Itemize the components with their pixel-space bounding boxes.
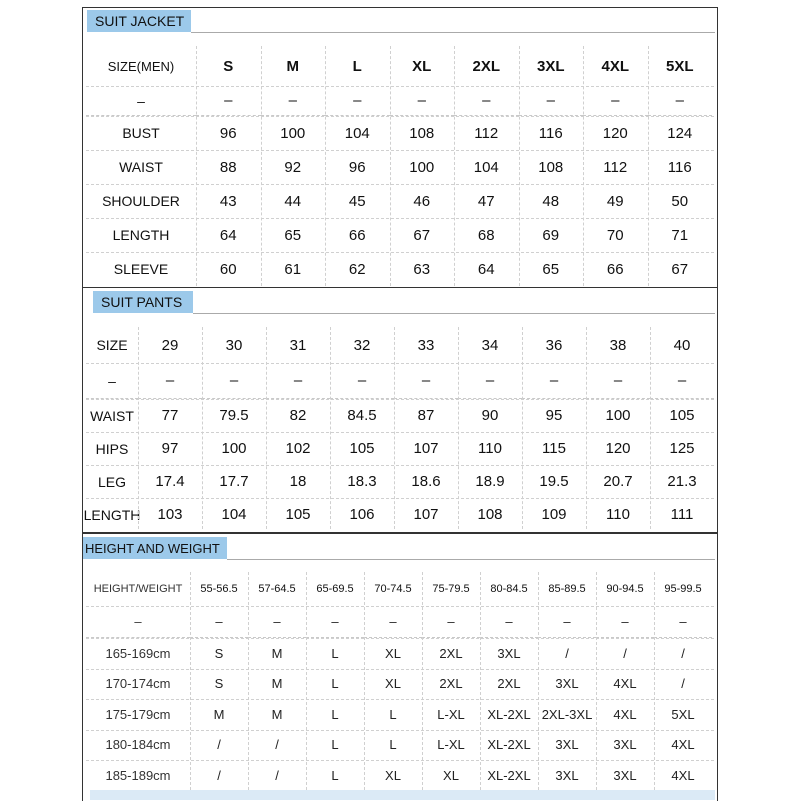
jacket-row-divider bbox=[86, 184, 714, 185]
jacket-row-label: BUST bbox=[122, 125, 160, 141]
pants-title: SUIT PANTS bbox=[93, 291, 193, 313]
hw-dash-row-cell: – bbox=[306, 606, 364, 638]
pants-row-cell: 108 bbox=[477, 506, 503, 523]
pants-row-cell: 120 bbox=[605, 440, 631, 457]
pants-row-divider bbox=[86, 363, 714, 364]
hw-column-divider bbox=[306, 572, 307, 790]
hw-row-cell: / bbox=[217, 737, 221, 753]
jacket-header-row-label: SIZE(MEN) bbox=[107, 58, 175, 74]
pants-row-cell: 97 bbox=[161, 440, 179, 457]
jacket-row-cell: 68 bbox=[477, 226, 495, 244]
jacket-header-row-cell: S bbox=[223, 57, 234, 75]
pants-dash-row-cell: – bbox=[650, 363, 714, 399]
pants-row-label: LENGTH bbox=[83, 506, 141, 523]
hw-row-cell: / bbox=[623, 645, 627, 661]
jacket-row-cell: 62 bbox=[348, 260, 366, 278]
hw-column-divider bbox=[248, 572, 249, 790]
hw-column-divider bbox=[364, 572, 365, 790]
jacket-row-cell: 64 bbox=[477, 260, 495, 278]
jacket-row-divider bbox=[86, 252, 714, 253]
pants-dash-row-cell: – bbox=[522, 363, 586, 399]
jacket-title: SUIT JACKET bbox=[87, 10, 191, 32]
jacket-title-underline bbox=[191, 32, 715, 33]
pants-row-cell: 110 bbox=[478, 440, 502, 457]
hw-row-cell: M bbox=[271, 676, 283, 692]
hw-column-divider bbox=[596, 572, 597, 790]
hw-dash-row-cell: – bbox=[422, 606, 480, 638]
jacket-row bbox=[86, 150, 712, 184]
jacket-row bbox=[86, 252, 712, 286]
jacket-row-cell: 120 bbox=[602, 124, 628, 142]
jacket-header-row-cell: M bbox=[286, 57, 299, 75]
jacket-column-divider bbox=[325, 46, 326, 286]
jacket-dash-row-cell: – bbox=[390, 86, 455, 116]
jacket-row-divider bbox=[86, 150, 714, 151]
jacket-row-label: SLEEVE bbox=[113, 261, 169, 277]
hw-header-row-cell: 57-64.5 bbox=[258, 583, 296, 595]
jacket-row-label: WAIST bbox=[119, 159, 163, 175]
hw-row-cell: 4XL bbox=[613, 676, 637, 692]
jacket-header-row-cell: 5XL bbox=[665, 57, 694, 75]
jacket-dash-row-cell: – bbox=[648, 86, 713, 116]
hw-dash-row-cell: – bbox=[596, 606, 654, 638]
hw-row-cell: / bbox=[681, 645, 685, 661]
jacket-column-divider bbox=[648, 46, 649, 286]
jacket-row-divider bbox=[86, 116, 714, 117]
pants-row-cell: 100 bbox=[605, 407, 631, 424]
jacket-column-divider bbox=[519, 46, 520, 286]
hw-row-cell: / bbox=[681, 676, 685, 692]
pants-row-cell: 17.4 bbox=[155, 473, 185, 490]
pants-row-cell: 90 bbox=[481, 407, 499, 424]
hw-row-label: 180-184cm bbox=[105, 737, 171, 753]
pants-row-cell: 105 bbox=[669, 407, 695, 424]
pants-row-cell: 79.5 bbox=[219, 407, 249, 424]
jacket-header-row bbox=[86, 46, 712, 86]
hw-row-cell: XL bbox=[443, 767, 459, 783]
hw-row-cell: 3XL bbox=[555, 676, 579, 692]
jacket-row-cell: 100 bbox=[409, 158, 435, 176]
hw-row-cell: 3XL bbox=[555, 737, 579, 753]
pants-row-cell: 21.3 bbox=[667, 473, 697, 490]
hw-dash-row-label: – bbox=[86, 606, 190, 638]
pants-header-row-cell: 32 bbox=[353, 336, 371, 354]
hw-row-cell: / bbox=[275, 767, 279, 783]
jacket-dash-row-cell: – bbox=[196, 86, 261, 116]
pants-dash-row-cell: – bbox=[330, 363, 394, 399]
jacket-row-cell: 96 bbox=[219, 124, 237, 142]
hw-row-cell: 2XL bbox=[439, 676, 463, 692]
pants-row-cell: 115 bbox=[542, 440, 566, 457]
pants-header-row bbox=[86, 327, 714, 363]
hw-row-cell: L bbox=[331, 645, 339, 661]
jacket-row-cell: 69 bbox=[542, 226, 560, 244]
hw-column-divider bbox=[654, 572, 655, 790]
hw-column-divider bbox=[480, 572, 481, 790]
hw-row-cell: 2XL bbox=[439, 645, 463, 661]
jacket-row-cell: 46 bbox=[413, 192, 431, 210]
jacket-row-cell: 43 bbox=[219, 192, 237, 210]
pants-row-cell: 18.3 bbox=[347, 473, 377, 490]
hw-row-cell: 3XL bbox=[555, 767, 579, 783]
hw-row-cell: L bbox=[389, 706, 397, 722]
hw-row-cell: L bbox=[389, 737, 397, 753]
hw-row-cell: S bbox=[214, 676, 224, 692]
jacket-row-cell: 112 bbox=[603, 158, 628, 176]
hw-row-cell: L-XL bbox=[437, 706, 465, 722]
hw-row bbox=[86, 730, 712, 761]
hw-row-cell: L-XL bbox=[437, 737, 465, 753]
bottom-band bbox=[90, 790, 715, 800]
jacket-header-row-cell: L bbox=[352, 57, 362, 75]
hw-row-cell: XL bbox=[385, 645, 401, 661]
pants-row-cell: 106 bbox=[349, 506, 375, 523]
hw-dash-row-cell: – bbox=[364, 606, 422, 638]
pants-dash-row-cell: – bbox=[394, 363, 458, 399]
pants-row-cell: 84.5 bbox=[347, 407, 377, 424]
hw-row-divider bbox=[86, 760, 714, 761]
jacket-row-label: LENGTH bbox=[112, 227, 170, 243]
pants-row-cell: 95 bbox=[545, 407, 563, 424]
jacket-row-cell: 71 bbox=[671, 226, 689, 244]
hw-header-row-cell: 85-89.5 bbox=[548, 583, 586, 595]
hw-header-row-cell: 55-56.5 bbox=[200, 583, 238, 595]
jacket-row-cell: 104 bbox=[473, 158, 499, 176]
pants-row-label: WAIST bbox=[90, 407, 134, 424]
pants-row-cell: 87 bbox=[417, 407, 435, 424]
hw-row-cell: XL-2XL bbox=[487, 706, 531, 722]
pants-row-cell: 18.6 bbox=[411, 473, 441, 490]
jacket-row-cell: 100 bbox=[280, 124, 306, 142]
jacket-dash-row-cell: – bbox=[583, 86, 648, 116]
hw-row-divider bbox=[86, 730, 714, 731]
jacket-row-cell: 63 bbox=[413, 260, 431, 278]
hw-row-cell: / bbox=[565, 645, 569, 661]
jacket-row-cell: 70 bbox=[606, 226, 624, 244]
hw-header-row-cell: 70-74.5 bbox=[374, 583, 412, 595]
pants-row-cell: 109 bbox=[541, 506, 567, 523]
pants-header-row-cell: 29 bbox=[161, 336, 179, 354]
pants-row-cell: 107 bbox=[413, 440, 439, 457]
pants-row bbox=[86, 465, 714, 498]
hw-row-cell: L bbox=[331, 676, 339, 692]
hw-row-cell: S bbox=[214, 645, 224, 661]
jacket-dash-row-cell: – bbox=[454, 86, 519, 116]
pants-row-label: HIPS bbox=[95, 440, 129, 457]
hw-row-cell: 2XL bbox=[497, 676, 521, 692]
jacket-row-cell: 48 bbox=[542, 192, 560, 210]
jacket-row-cell: 116 bbox=[538, 124, 563, 142]
jacket-row-cell: 64 bbox=[219, 226, 237, 244]
pants-row-cell: 111 bbox=[670, 506, 694, 523]
pants-row-cell: 104 bbox=[221, 506, 247, 523]
hw-header-row-cell: 75-79.5 bbox=[432, 583, 470, 595]
pants-row-cell: 110 bbox=[606, 506, 630, 523]
jacket-row-cell: 44 bbox=[284, 192, 302, 210]
jacket-row-cell: 96 bbox=[348, 158, 366, 176]
pants-header-row-cell: 33 bbox=[417, 336, 435, 354]
jacket-row-cell: 66 bbox=[348, 226, 366, 244]
jacket-header-row-cell: 4XL bbox=[601, 57, 629, 75]
jacket-row-cell: 67 bbox=[671, 260, 689, 278]
pants-row-divider bbox=[86, 399, 714, 400]
hw-header-row-label: HEIGHT/WEIGHT bbox=[93, 583, 183, 595]
pants-row-cell: 100 bbox=[221, 440, 247, 457]
height-weight-table bbox=[86, 572, 714, 790]
hw-row-cell: 2XL-3XL bbox=[541, 706, 593, 722]
pants-row-divider bbox=[86, 432, 714, 433]
pants-row-cell: 20.7 bbox=[603, 473, 633, 490]
hw-column-divider bbox=[538, 572, 539, 790]
hw-row bbox=[86, 638, 712, 669]
pants-row bbox=[86, 432, 714, 465]
pants-row-cell: 107 bbox=[413, 506, 439, 523]
hw-row-cell: / bbox=[275, 737, 279, 753]
jacket-row-cell: 50 bbox=[671, 192, 689, 210]
pants-row-divider bbox=[86, 498, 714, 499]
jacket-header-row-cell: XL bbox=[412, 57, 432, 75]
jacket-size-table bbox=[86, 46, 714, 286]
jacket-row-divider bbox=[86, 86, 714, 87]
pants-row-cell: 19.5 bbox=[539, 473, 569, 490]
hw-row-label: 170-174cm bbox=[105, 676, 171, 692]
hw-row-label: 165-169cm bbox=[105, 645, 171, 661]
hw-row-cell: 4XL bbox=[671, 737, 695, 753]
jacket-row-cell: 49 bbox=[606, 192, 624, 210]
pants-row-cell: 77 bbox=[161, 407, 179, 424]
hw-row-cell: 5XL bbox=[671, 706, 695, 722]
jacket-row-cell: 88 bbox=[219, 158, 237, 176]
jacket-dash-row-label: – bbox=[86, 86, 196, 116]
pants-row-cell: 82 bbox=[289, 407, 307, 424]
hw-dash-row bbox=[86, 606, 712, 638]
jacket-dash-row bbox=[86, 86, 712, 116]
jacket-row bbox=[86, 116, 712, 150]
pants-row-cell: 105 bbox=[349, 440, 375, 457]
pants-dash-row-cell: – bbox=[458, 363, 522, 399]
hw-row-cell: 3XL bbox=[613, 767, 637, 783]
jacket-dash-row-cell: – bbox=[261, 86, 326, 116]
jacket-row-cell: 65 bbox=[542, 260, 560, 278]
hw-row-cell: M bbox=[271, 706, 283, 722]
jacket-row-cell: 67 bbox=[413, 226, 431, 244]
jacket-column-divider bbox=[196, 46, 197, 286]
hw-row-label: 175-179cm bbox=[105, 706, 171, 722]
pants-row-cell: 125 bbox=[669, 440, 695, 457]
hw-header-row-cell: 95-99.5 bbox=[664, 583, 702, 595]
pants-size-table bbox=[83, 327, 714, 529]
pants-title-underline bbox=[193, 313, 715, 314]
pants-row-cell: 105 bbox=[285, 506, 311, 523]
hw-row-cell: M bbox=[213, 706, 225, 722]
jacket-row-cell: 60 bbox=[219, 260, 237, 278]
pants-row-label: LEG bbox=[97, 473, 126, 490]
hw-row-cell: L bbox=[331, 737, 339, 753]
jacket-row-cell: 45 bbox=[348, 192, 366, 210]
hw-row bbox=[86, 699, 712, 730]
hw-header-row-cell: 80-84.5 bbox=[490, 583, 528, 595]
jacket-header-row-cell: 2XL bbox=[472, 57, 500, 75]
hw-column-divider bbox=[422, 572, 423, 790]
hw-row-divider bbox=[86, 638, 714, 639]
hw-row-divider bbox=[86, 606, 714, 607]
jacket-row-cell: 112 bbox=[474, 124, 499, 142]
jacket-row-cell: 108 bbox=[409, 124, 435, 142]
jacket-row-cell: 65 bbox=[284, 226, 302, 244]
jacket-row-cell: 124 bbox=[667, 124, 693, 142]
hw-row-cell: L bbox=[331, 767, 339, 783]
hw-title-underline bbox=[227, 559, 715, 560]
pants-header-row-label: SIZE bbox=[96, 337, 128, 353]
hw-row bbox=[86, 760, 712, 791]
hw-dash-row-cell: – bbox=[538, 606, 596, 638]
pants-dash-row-cell: – bbox=[138, 363, 202, 399]
pants-row-cell: 18.9 bbox=[475, 473, 505, 490]
hw-row-cell: 3XL bbox=[613, 737, 637, 753]
hw-row-cell: 3XL bbox=[497, 645, 521, 661]
jacket-row-cell: 92 bbox=[284, 158, 302, 176]
pants-dash-row-cell: – bbox=[202, 363, 266, 399]
pants-header-row-cell: 30 bbox=[225, 336, 243, 354]
pants-header-row-cell: 38 bbox=[609, 336, 627, 354]
jacket-header-row-cell: 3XL bbox=[536, 57, 565, 75]
hw-row-divider bbox=[86, 669, 714, 670]
hw-column-divider bbox=[190, 572, 191, 790]
jacket-row-divider bbox=[86, 218, 714, 219]
pants-dash-row-cell: – bbox=[266, 363, 330, 399]
jacket-column-divider bbox=[261, 46, 262, 286]
hw-dash-row-cell: – bbox=[480, 606, 538, 638]
hw-row-cell: XL-2XL bbox=[487, 737, 531, 753]
pants-row-divider bbox=[86, 465, 714, 466]
hw-row-cell: / bbox=[217, 767, 221, 783]
jacket-dash-row-cell: – bbox=[325, 86, 390, 116]
hw-row-cell: XL-2XL bbox=[487, 767, 531, 783]
jacket-row bbox=[86, 184, 712, 218]
pants-header-row-cell: 40 bbox=[673, 336, 691, 354]
pants-dash-row bbox=[86, 363, 714, 399]
hw-row-cell: M bbox=[271, 645, 283, 661]
hw-dash-row-cell: – bbox=[654, 606, 712, 638]
hw-row-divider bbox=[86, 699, 714, 700]
jacket-row-cell: 104 bbox=[344, 124, 370, 142]
hw-row-cell: 4XL bbox=[613, 706, 637, 722]
jacket-row bbox=[86, 218, 712, 252]
hw-row-label: 185-189cm bbox=[105, 767, 171, 783]
hw-row-cell: XL bbox=[385, 676, 401, 692]
pants-header-row-cell: 36 bbox=[545, 336, 563, 354]
hw-row-cell: XL bbox=[385, 767, 401, 783]
jacket-row-cell: 66 bbox=[606, 260, 624, 278]
hw-row bbox=[86, 669, 712, 700]
jacket-column-divider bbox=[390, 46, 391, 286]
pants-header-row-cell: 31 bbox=[289, 336, 307, 354]
pants-header-row-cell: 34 bbox=[481, 336, 499, 354]
jacket-row-cell: 61 bbox=[284, 260, 302, 278]
pants-row-cell: 17.7 bbox=[219, 473, 249, 490]
hw-header-row bbox=[86, 572, 712, 606]
jacket-row-cell: 108 bbox=[538, 158, 564, 176]
hw-dash-row-cell: – bbox=[248, 606, 306, 638]
jacket-dash-row-cell: – bbox=[519, 86, 584, 116]
pants-row-cell: 18 bbox=[289, 473, 307, 490]
hw-title: HEIGHT AND WEIGHT bbox=[83, 537, 227, 559]
jacket-row-cell: 47 bbox=[477, 192, 495, 210]
pants-dash-row-cell: – bbox=[586, 363, 650, 399]
pants-row-cell: 103 bbox=[157, 506, 183, 523]
jacket-column-divider bbox=[583, 46, 584, 286]
pants-row bbox=[83, 498, 714, 531]
hw-header-row-cell: 90-94.5 bbox=[606, 583, 644, 595]
hw-row-cell: 4XL bbox=[671, 767, 695, 783]
jacket-row-cell: 116 bbox=[667, 158, 692, 176]
hw-row-cell: L bbox=[331, 706, 339, 722]
hw-dash-row-cell: – bbox=[190, 606, 248, 638]
pants-row-cell: 102 bbox=[285, 440, 311, 457]
hw-header-row-cell: 65-69.5 bbox=[316, 583, 354, 595]
pants-row bbox=[86, 399, 714, 432]
jacket-column-divider bbox=[454, 46, 455, 286]
jacket-row-label: SHOULDER bbox=[102, 193, 180, 209]
pants-dash-row-label: – bbox=[86, 363, 138, 399]
